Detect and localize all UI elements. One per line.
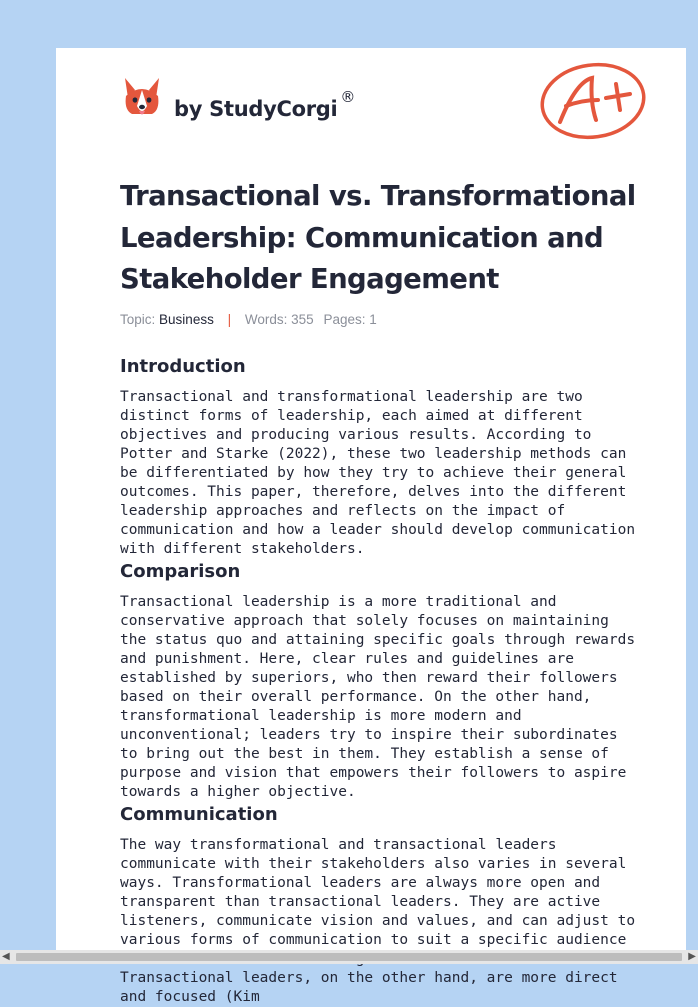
section-paragraph: Transactional leadership is a more traditional and conservative approach that solely focuses on maintaining the status quo and attaining specific goals through rewards and punishment. Here, clear rules and guidelines are established by superiors, who then reward their followers based on their overall performance. On the other hand, transformational leadership is more modern and unconventional; leaders try to inspire their subordinates to bring out the best in them. They establish a sense of purpose and vision that empowers their followers to aspire towards a higher objective. [120,594,636,800]
essay-page [56,48,686,1005]
section-paragraph: Transactional and transformational leadership are two distinct forms of leadership, each aimed at different objectives and producing various results. According to Potter and Starke (2022), these two leadership methods can be differentiated by how they try to achieve their general outcomes. This paper, therefore, delves into the different leadership approaches and reflects on the impact of communication and how a leader should develop communication with different stakeholders. [120,389,636,557]
brand-name[interactable]: by StudyCorgi ® [174,88,356,121]
corgi-logo[interactable] [122,76,162,120]
section-heading: Introduction [120,356,246,377]
scroll-left-icon[interactable]: ◀ [2,951,10,962]
word-count: Words: 355 [244,312,314,327]
topic-label: Topic: [120,312,156,327]
topic-link[interactable]: Business [159,312,214,327]
meta-separator: | [227,312,232,327]
section-heading: Communication [120,804,278,825]
scrollbar-thumb[interactable] [16,953,682,961]
essay-meta [120,312,377,327]
page-count: Pages: 1 [323,312,377,327]
corgi-icon [122,76,162,120]
horizontal-scrollbar[interactable] [0,950,698,964]
essay-title: Transactional vs. Transformational Leadership: Communication and Stakeholder Engagement [120,180,636,295]
section-paragraph: The way transformational and transactional leaders communicate with their stakeholders also varies in several ways. Transformational leaders are always more open and transparent than transactional leaders. They are active listeners, communicate vision and values, and can adjust to various forms of communication to suit a specific audience Transactional leaders, on the other hand, are more direct and focused (Kim [120,837,636,1005]
a-plus-grade-icon [536,56,648,142]
section-heading: Comparison [120,561,241,582]
essay-body [120,354,638,1007]
scroll-right-icon[interactable]: ▶ [688,951,696,962]
